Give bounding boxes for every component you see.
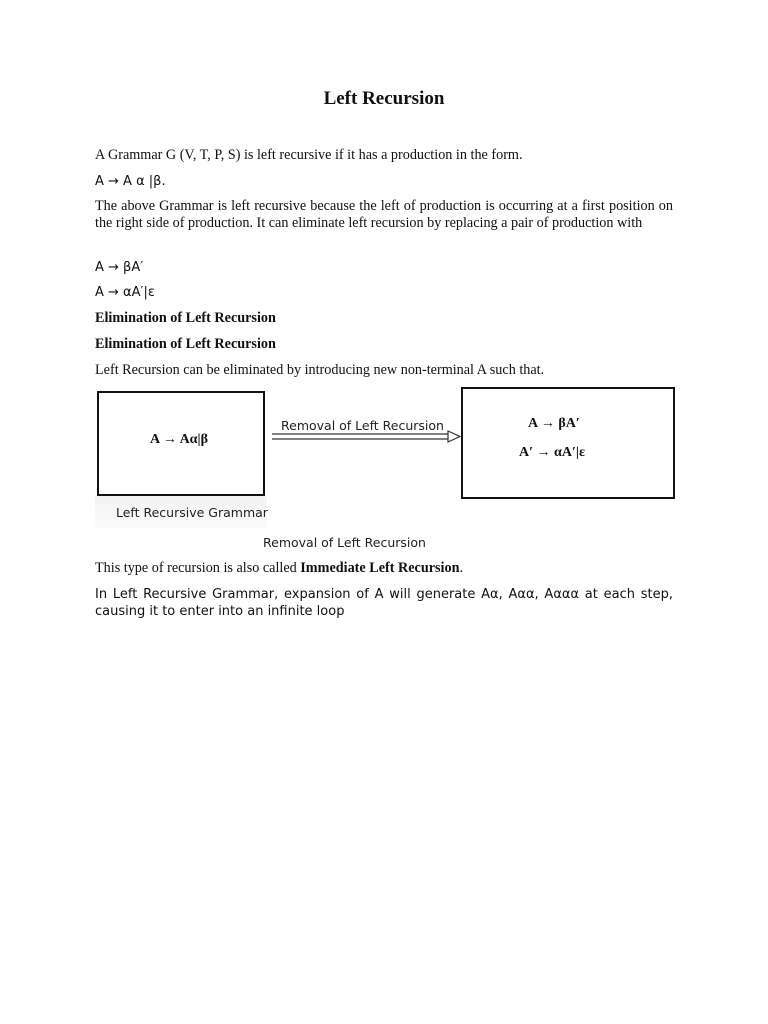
form-production: A → A α |β. (95, 174, 166, 189)
production-1: A → βA′ (95, 260, 144, 275)
right-formula-2: A′ → αA′|ε (519, 445, 585, 460)
right-formula-1: A → βA′ (528, 416, 580, 431)
immediate-suffix: . (459, 560, 464, 576)
figure-caption: Removal of Left Recursion (263, 535, 426, 550)
page-title: Left Recursion (323, 88, 445, 109)
removed-recursion-box (461, 387, 675, 499)
arrow-label: Removal of Left Recursion (281, 418, 444, 433)
left-recursive-caption: Left Recursive Grammar (116, 505, 268, 520)
elimination-text: Left Recursion can be eliminated by introducing new non-terminal A such that. (95, 362, 545, 378)
section-heading-1: Elimination of Left Recursion (95, 310, 276, 326)
production-2: A → αA′|ε (95, 285, 155, 300)
section-heading-2: Elimination of Left Recursion (95, 336, 276, 352)
right-arrow-icon (270, 430, 462, 444)
intro-paragraph: A Grammar G (V, T, P, S) is left recursive if it has a production in the form. (95, 147, 523, 163)
immediate-paragraph (95, 560, 673, 577)
explanation-paragraph: The above Grammar is left recursive because the left of production is occurring at a first position on the right side of production. It can eliminate left recursion by replacing a pair of production with (95, 198, 673, 231)
infinite-loop-paragraph: In Left Recursive Grammar, expansion of A will generate Aα, Aαα, Aααα at each step, causing it to enter into an infinite loop (95, 587, 673, 619)
immediate-term: Immediate Left Recursion (300, 560, 460, 576)
immediate-prefix: This type of recursion is also called (95, 560, 301, 576)
left-recursive-formula: A → Aα|β (150, 432, 208, 447)
